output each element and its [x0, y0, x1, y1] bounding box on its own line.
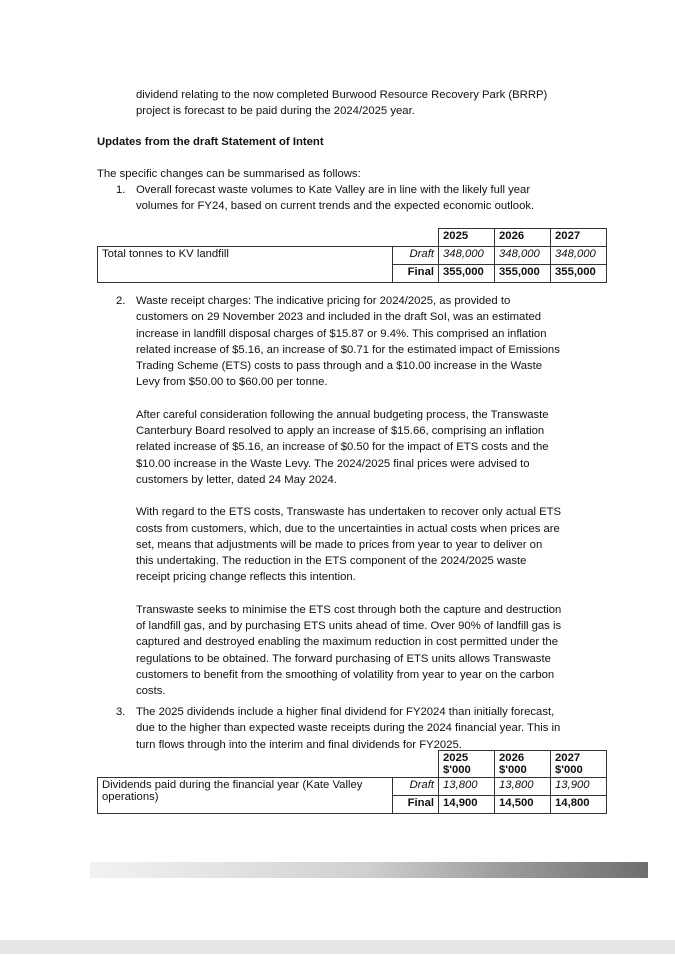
year-label: 2026 [499, 752, 525, 764]
footer-gradient-band [90, 862, 648, 878]
table-row [98, 247, 607, 265]
year-label: 2025 [443, 752, 469, 764]
intro-line-2: project is forecast to be paid during the 2024/2025 year. [136, 105, 415, 118]
intro-paragraph [136, 87, 547, 120]
text-line: With regard to the ETS costs, Transwaste has undertaken to recover only actual ETS [136, 506, 562, 519]
draft-value: 348,000 [495, 247, 551, 265]
year-header [551, 751, 607, 778]
year-header [495, 751, 551, 778]
text-line: due to the higher than expected waste receipts during the 2024 financial year. This in [136, 722, 561, 735]
list-item-3 [116, 704, 561, 753]
text-line: The 2025 dividends include a higher final dividend for FY2024 than initially forecast, [136, 706, 555, 718]
table-row [98, 778, 607, 796]
item2-para-4 [136, 602, 596, 700]
text-line: costs. [136, 685, 166, 698]
final-value: 14,900 [439, 796, 495, 814]
text-line: customers by letter, dated 24 May 2024. [136, 473, 337, 486]
year-label: 2027 [555, 752, 581, 764]
tonnes-table [97, 228, 607, 283]
draft-value: 348,000 [551, 247, 607, 265]
empty-cell [98, 229, 439, 247]
text-line: Waste receipt charges: The indicative pricing for 2024/2025, as provided to [136, 295, 511, 307]
draft-value: 348,000 [439, 247, 495, 265]
year-header: 2027 [551, 229, 607, 247]
final-label: Final [393, 265, 439, 283]
text-line: of landfill gas, and by purchasing ETS units ahead of time. Over 90% of landfill gas is [136, 620, 562, 633]
row-label-line: operations) [102, 791, 159, 803]
list-item-1 [116, 182, 535, 215]
text-line: regulations to be obtained. The forward purchasing of ETS units allows Transwaste [136, 652, 551, 665]
row-label-line: Dividends paid during the financial year (Kate Valley [102, 779, 363, 791]
final-value: 14,800 [551, 796, 607, 814]
text-line: customers to benefit from the smoothing of volatility from year to year on the carbon [136, 668, 555, 681]
text-line: set, means that adjustments will be made to prices from year to year to deliver on [136, 538, 543, 551]
year-header: 2026 [495, 229, 551, 247]
table-header-row [98, 229, 607, 247]
draft-label: Draft [393, 247, 439, 265]
item2-para-2 [136, 407, 596, 488]
text-line: this undertaking. The reduction in the ETS component of the 2024/2025 waste [136, 555, 527, 568]
draft-value: 13,800 [495, 778, 551, 796]
final-value: 14,500 [495, 796, 551, 814]
row-label: Total tonnes to KV landfill [98, 247, 393, 283]
text-line: captured and destroyed enabling the maximum reduction in cost permitted under the [136, 636, 558, 649]
text-line: Trading Scheme (ETS) costs to pass through and a $10.00 increase in the Waste [136, 360, 543, 373]
final-label: Final [393, 796, 439, 814]
text-line: related increase of $5.16, an increase of $0.50 for the impact of ETS costs and the [136, 441, 549, 454]
unit-label: $'000 [555, 764, 583, 776]
section-heading: Updates from the draft Statement of Intent [97, 136, 324, 148]
unit-label: $'000 [499, 764, 527, 776]
final-value: 355,000 [551, 265, 607, 283]
row-label [98, 778, 393, 814]
item1-line-2: volumes for FY24, based on current trends and the expected economic outlook. [136, 200, 535, 213]
list-number: 3. [116, 706, 126, 718]
summary-text: The specific changes can be summarised as follows: [97, 168, 361, 180]
final-value: 355,000 [439, 265, 495, 283]
year-header: 2025 [439, 229, 495, 247]
draft-value: 13,900 [551, 778, 607, 796]
text-line: increase in landfill disposal charges of $15.87 or 9.4%. This comprised an inflation [136, 327, 547, 340]
text-line: receipt pricing change reflects this intention. [136, 571, 356, 584]
text-line: Transwaste seeks to minimise the ETS cost through both the capture and destruction [136, 603, 562, 616]
list-item-2 [116, 293, 596, 700]
unit-label: $'000 [443, 764, 471, 776]
text-line: Canterbury Board resolved to apply an increase of $15.66, comprising an inflation [136, 425, 545, 438]
text-line: costs from customers, which, due to the uncertainties in actual costs when prices are [136, 522, 560, 535]
table-header-row [98, 751, 607, 778]
list-number: 1. [116, 184, 126, 196]
text-line: related increase of $5.16, an increase of $0.71 for the estimated impact of Emissions [136, 343, 560, 356]
text-line: After careful consideration following the annual budgeting process, the Transwaste [136, 408, 549, 421]
year-header [439, 751, 495, 778]
text-line: customers on 29 November 2023 and included in the draft SoI, was an estimated [136, 311, 542, 324]
text-line: Levy from $50.00 to $60.00 per tonne. [136, 376, 328, 389]
item2-para-1 [136, 293, 596, 391]
text-line: $10.00 increase in the Waste Levy. The 2024/2025 final prices were advised to [136, 457, 530, 470]
page-bottom-band [0, 940, 675, 954]
empty-cell [98, 751, 439, 778]
draft-label: Draft [393, 778, 439, 796]
final-value: 355,000 [495, 265, 551, 283]
text-line: turn flows through into the interim and final dividends for FY2025. [136, 738, 462, 751]
list-number: 2. [116, 295, 126, 307]
intro-line-1: dividend relating to the now completed Burwood Resource Recovery Park (BRRP) [136, 89, 548, 101]
dividends-table [97, 750, 607, 814]
item1-line-1: Overall forecast waste volumes to Kate Valley are in line with the likely full year [136, 184, 531, 196]
item2-para-3 [136, 504, 596, 585]
draft-value: 13,800 [439, 778, 495, 796]
